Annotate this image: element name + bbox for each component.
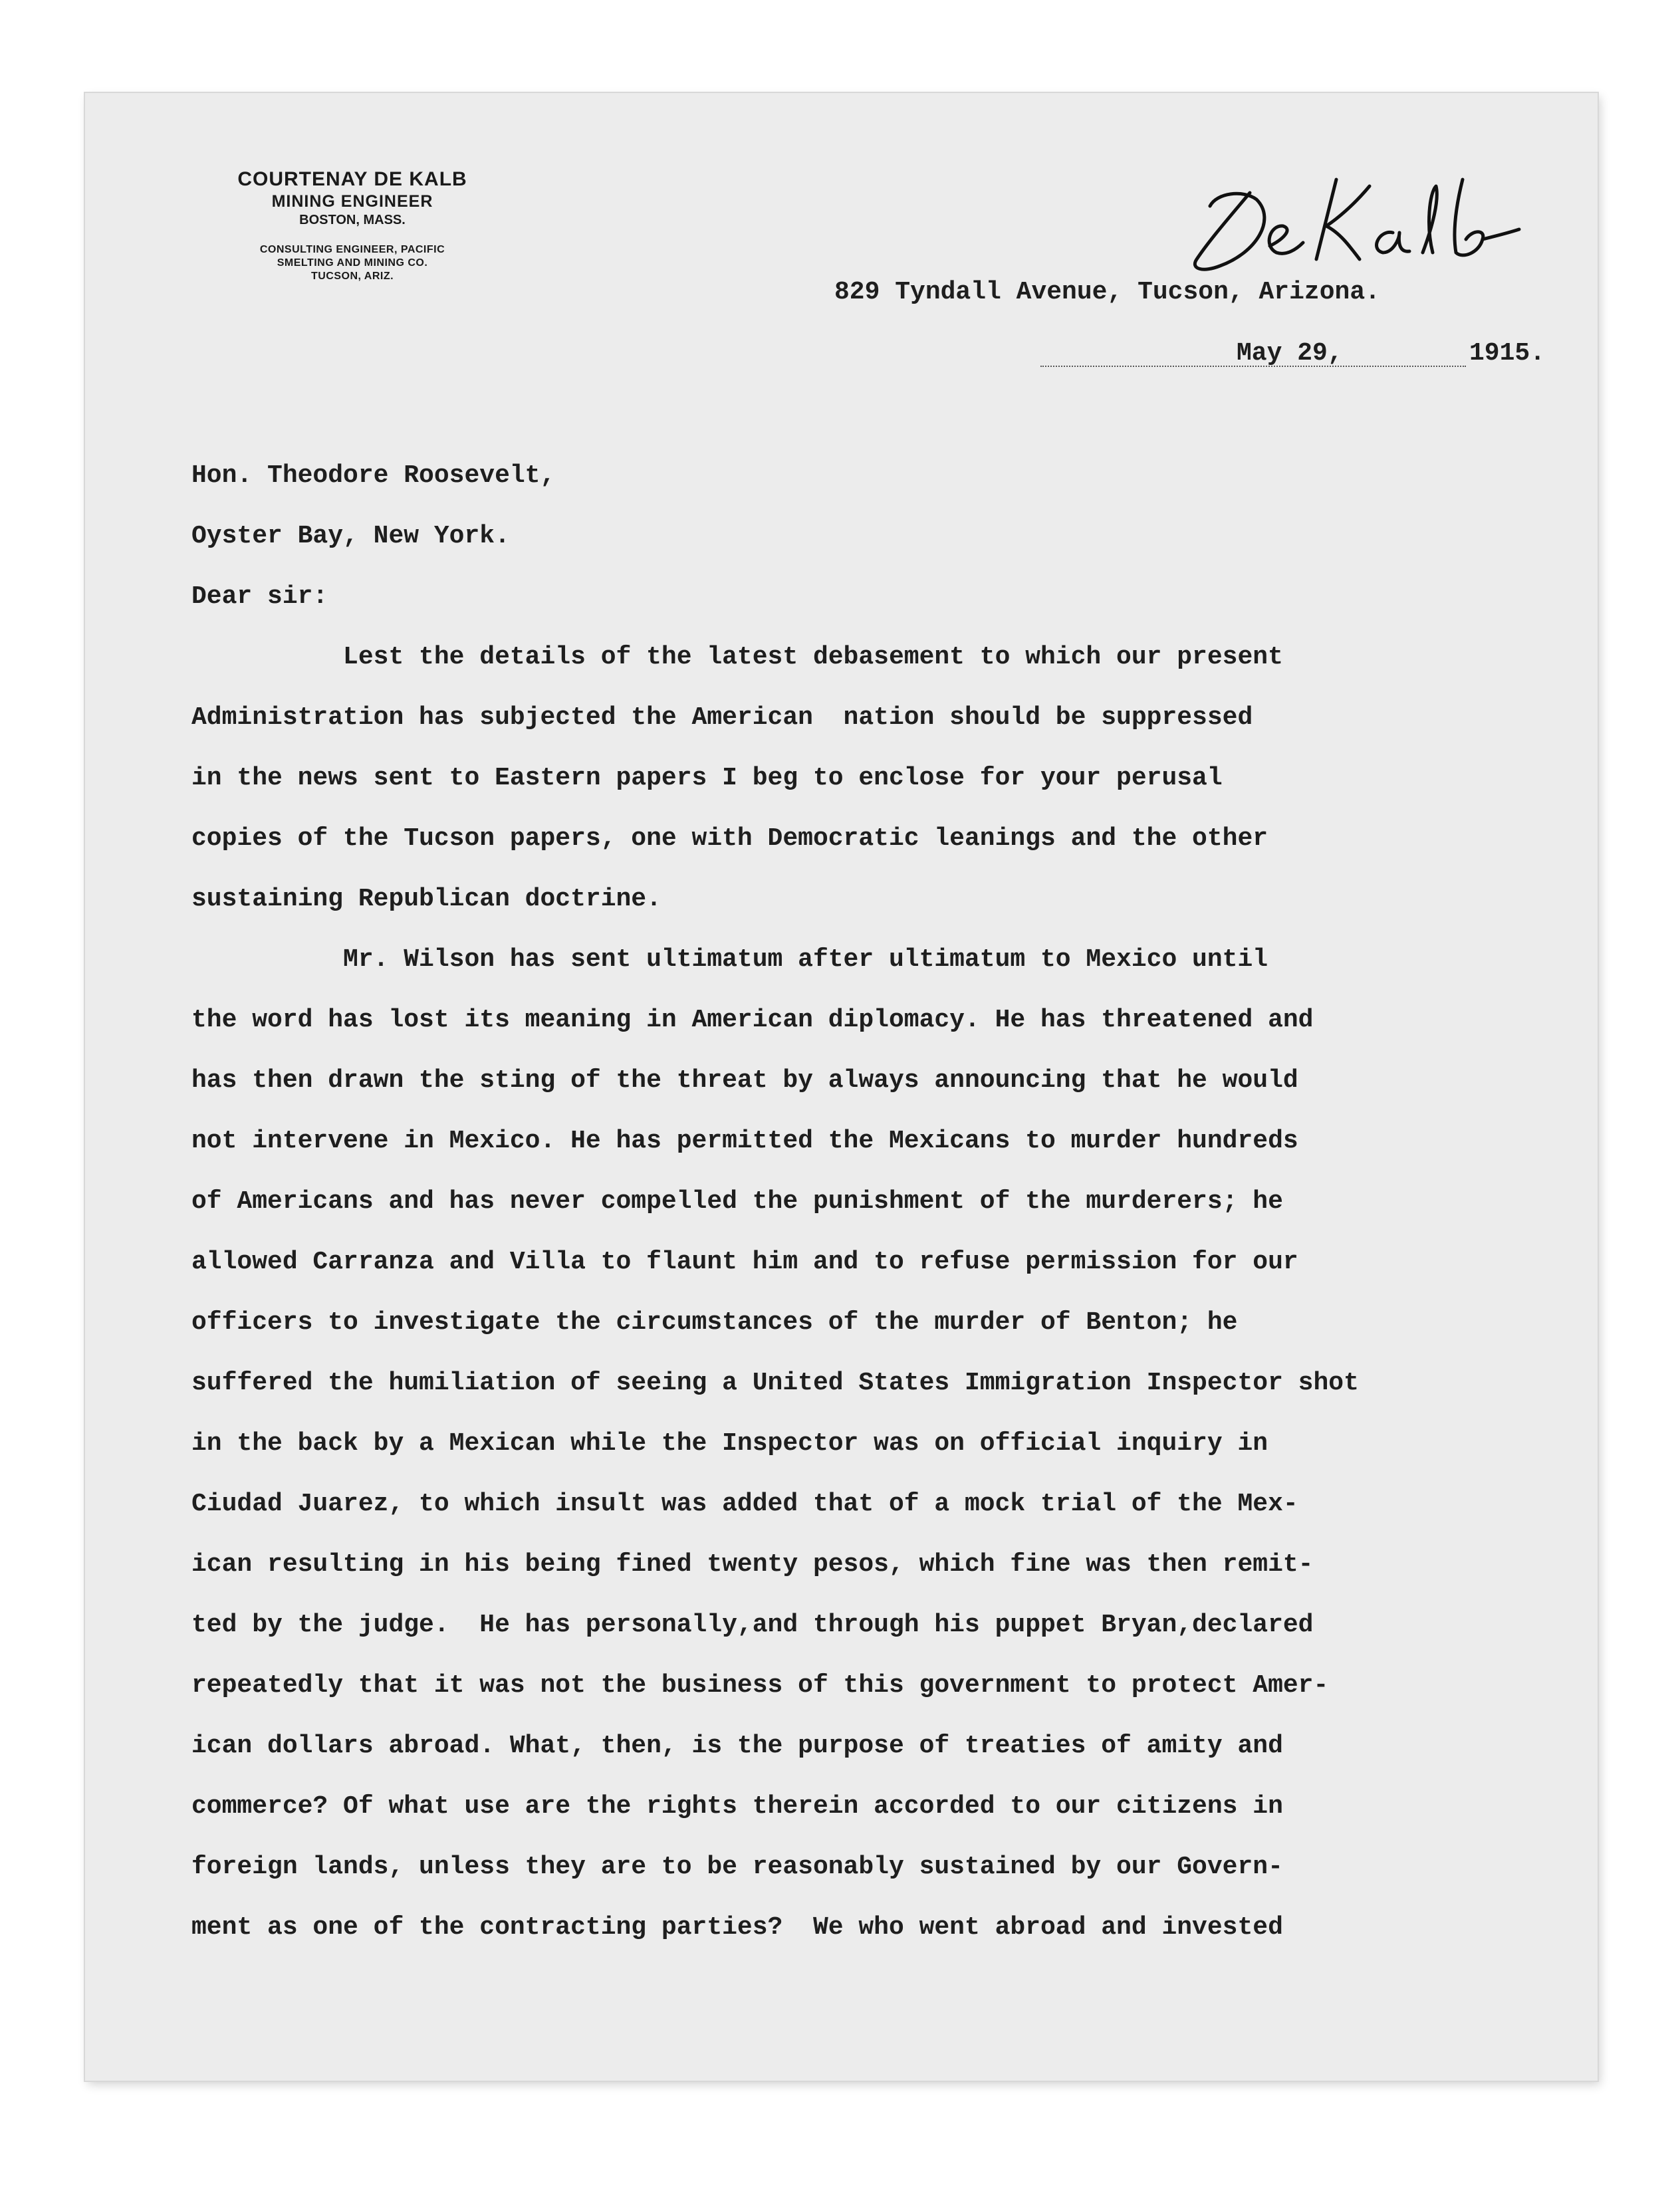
- salutation: Dear sir:: [191, 582, 328, 611]
- letter-body: [191, 456, 1359, 1968]
- body-line: ted by the judge. He has personally,and through his puppet Bryan,declared: [191, 1611, 1314, 1639]
- body-line: suffered the humiliation of seeing a United States Immigration Inspector shot: [191, 1369, 1359, 1397]
- recipient-address: Oyster Bay, New York.: [191, 522, 510, 550]
- body-line: copies of the Tucson papers, one with Democratic leanings and the other: [191, 824, 1268, 853]
- body-line: commerce? Of what use are the rights therein accorded to our citizens in: [191, 1792, 1283, 1821]
- letter-date: May 29,: [1237, 339, 1343, 368]
- body-line: of Americans and has never compelled the punishment of the murderers; he: [191, 1187, 1283, 1216]
- body-line: ican resulting in his being fined twenty pesos, which fine was then remit-: [191, 1550, 1314, 1579]
- letterhead: [186, 168, 519, 283]
- letter-year: 1915.: [1469, 339, 1546, 368]
- body-line: allowed Carranza and Villa to flaunt him and to refuse permission for our: [191, 1248, 1298, 1276]
- body-line: officers to investigate the circumstances of the murder of Benton; he: [191, 1308, 1238, 1337]
- sender-address: 829 Tyndall Avenue, Tucson, Arizona.: [834, 278, 1380, 306]
- body-line: Administration has subjected the American nation should be suppressed: [191, 703, 1253, 732]
- body-line: not intervene in Mexico. He has permitted the Mexicans to murder hundreds: [191, 1127, 1298, 1155]
- body-line: ment as one of the contracting parties? We who went abroad and invested: [191, 1913, 1283, 1942]
- body-line: foreign lands, unless they are to be reasonably sustained by our Govern-: [191, 1853, 1283, 1881]
- body-line: ican dollars abroad. What, then, is the purpose of treaties of amity and: [191, 1732, 1283, 1760]
- letterhead-location-line: TUCSON, ARIZ.: [310, 271, 394, 282]
- recipient-name: Hon. Theodore Roosevelt,: [191, 461, 556, 490]
- body-line: repeatedly that it was not the business of this government to protect Amer-: [191, 1671, 1329, 1700]
- letterhead-city: BOSTON, MASS.: [299, 213, 406, 227]
- letterhead-consulting-line: CONSULTING ENGINEER, PACIFIC: [259, 244, 445, 255]
- body-line: Ciudad Juarez, to which insult was added that of a mock trial of the Mex-: [191, 1490, 1298, 1518]
- letterhead-name: COURTENAY DE KALB: [237, 168, 467, 190]
- body-line: the word has lost its meaning in American diplomacy. He has threatened and: [191, 1006, 1314, 1034]
- letterhead-title: MINING ENGINEER: [271, 192, 433, 211]
- handwritten-annotation: [1170, 166, 1529, 283]
- body-line: in the back by a Mexican while the Inspector was on official inquiry in: [191, 1429, 1268, 1458]
- body-line: in the news sent to Eastern papers I beg to enclose for your perusal: [191, 764, 1223, 792]
- letterhead-company-line: SMELTING AND MINING CO.: [277, 257, 428, 269]
- body-line: Mr. Wilson has sent ultimatum after ultimatum to Mexico until: [191, 945, 1268, 974]
- body-line: Lest the details of the latest debasement to which our present: [191, 643, 1283, 671]
- body-line: sustaining Republican doctrine.: [191, 885, 661, 913]
- body-line: has then drawn the sting of the threat by always announcing that he would: [191, 1066, 1298, 1095]
